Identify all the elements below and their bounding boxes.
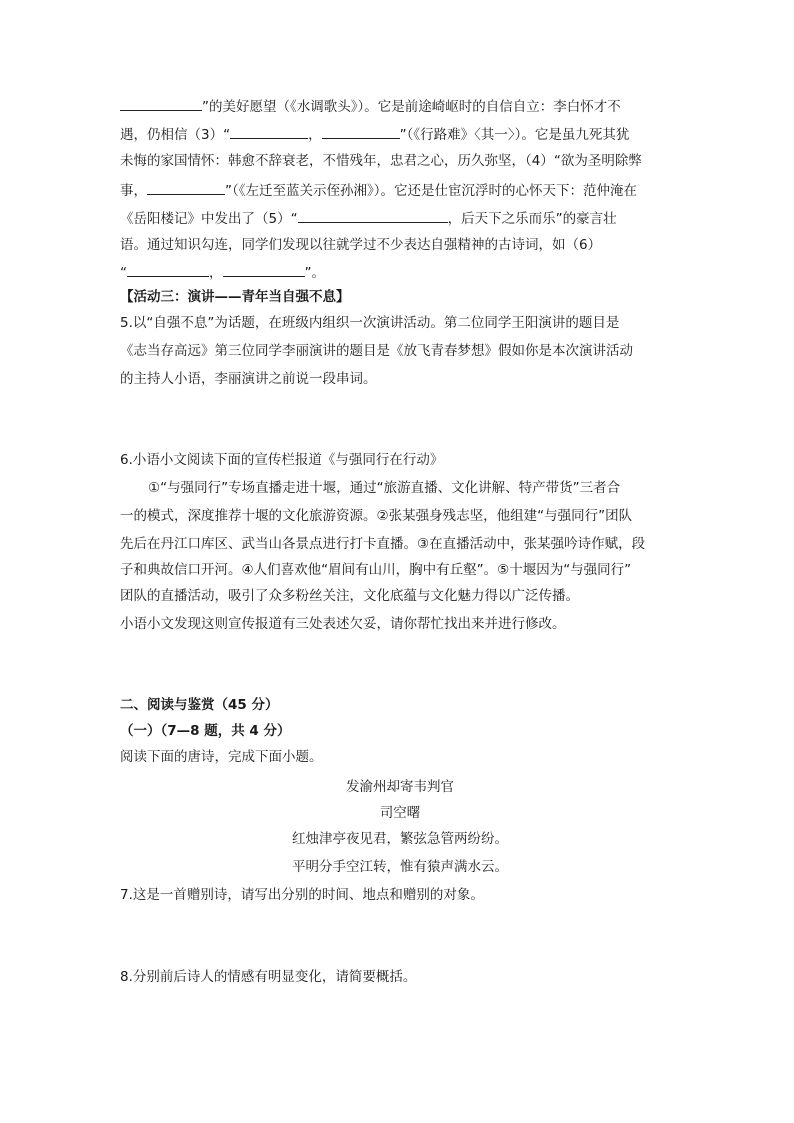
text: “ — [120, 265, 127, 281]
para-line-7 — [120, 261, 680, 283]
poem-line-2: 平明分手空江转，惟有猿声满水云。 — [292, 859, 508, 875]
poem-title: 发渝州却寄韦判官 — [346, 779, 454, 795]
para-line-6 — [120, 235, 680, 255]
question-7: 7.这是一首赠别诗，请写出分别的时间、地点和赠别的对象。 — [120, 887, 484, 903]
text: ， — [209, 265, 223, 281]
text: 《岳阳楼记》中发出了（5）“ — [120, 211, 298, 227]
question-8: 8.分别前后诗人的情感有明显变化，请简要概括。 — [120, 969, 417, 985]
answer-blank[interactable] — [230, 123, 308, 139]
answer-blank[interactable] — [322, 123, 400, 139]
answer-blank[interactable] — [147, 179, 225, 195]
answer-blank[interactable] — [298, 207, 448, 223]
text: ， — [308, 127, 322, 143]
question-5-line-1: 5.以“自强不息”为话题，在班级内组织一次演讲活动。第二位同学王阳演讲的题目是 — [120, 315, 620, 331]
para-line-1 — [120, 95, 680, 117]
text: ”的美好愿望（《水调歌头》）。它是前途崎岖时的自信自立：李白怀才不 — [202, 99, 621, 115]
poem-line-1: 红烛津亭夜见君，繁弦急管两纷纷。 — [292, 831, 508, 847]
answer-blank[interactable] — [120, 95, 202, 111]
poem-author: 司空曙 — [379, 805, 421, 821]
report-line-1: ①“与强同行”专场直播走进十堰，通过“旅游直播、文化讲解、特产带货”三者合 — [148, 480, 621, 496]
question-5-line-2: 《志当存高远》第三位同学李丽演讲的题目是《放飞青春梦想》假如你是本次演讲活动 — [120, 343, 633, 359]
question-6-task: 小语小文发现这则宣传报道有三处表述欠妥，请你帮忙找出来并进行修改。 — [120, 616, 566, 632]
section-title: 二、阅读与鉴赏（45 分） — [120, 697, 279, 713]
report-line-5: 团队的直播活动，吸引了众多粉丝关注，文化底蕴与文化魅力得以广泛传播。 — [120, 588, 579, 604]
answer-blank[interactable] — [127, 261, 209, 277]
text: ”（《左迁至蓝关示侄孙湘》）。它还是仕宦沉浮时的心怀天下：范仲淹在 — [225, 183, 637, 199]
activity-title: 【活动三：演讲——青年当自强不息】 — [120, 289, 350, 305]
subsection-title: （一）（7—8 题，共 4 分） — [120, 723, 291, 739]
question-6-prompt: 6.小语小文阅读下面的宣传栏报道《与强同行在行动》 — [120, 452, 444, 468]
para-line-2 — [120, 123, 680, 145]
text: 语。通过知识勾连，同学们发现以往就学过不少表达自强精神的古诗词，如（6） — [120, 237, 602, 253]
text: ”。 — [304, 265, 325, 281]
text: ”（《行路难》〈其一〉）。它是虽九死其犹 — [399, 127, 630, 143]
reading-instruction: 阅读下面的唐诗，完成下面小题。 — [120, 749, 323, 765]
question-5-line-3: 的主持人小语，李丽演讲之前说一段串词。 — [120, 371, 377, 387]
para-line-5 — [120, 207, 680, 229]
text: ，后天下之乐而乐”的豪言壮 — [447, 211, 617, 227]
text: 遇，仍相信（3）“ — [120, 127, 231, 143]
answer-blank[interactable] — [223, 261, 305, 277]
text: 未悔的家国情怀：韩愈不辞衰老，不惜残年，忠君之心，历久弥坚，（4）“欲为圣明除弊 — [120, 153, 642, 169]
para-line-3 — [120, 151, 680, 171]
para-line-4 — [120, 179, 680, 201]
report-line-3: 先后在丹江口库区、武当山各景点进行打卡直播。③在直播活动中，张某强吟诗作赋，段 — [120, 536, 646, 552]
text: 事， — [120, 183, 147, 199]
report-line-2: 一的模式，深度推荐十堰的文化旅游资源。②张某强身残志坚，他组建“与强同行”团队 — [120, 508, 633, 524]
report-line-4: 子和典故信口开河。④人们喜欢他“眉间有山川，胸中有丘壑”。⑤十堰因为“与强同行” — [120, 562, 632, 578]
